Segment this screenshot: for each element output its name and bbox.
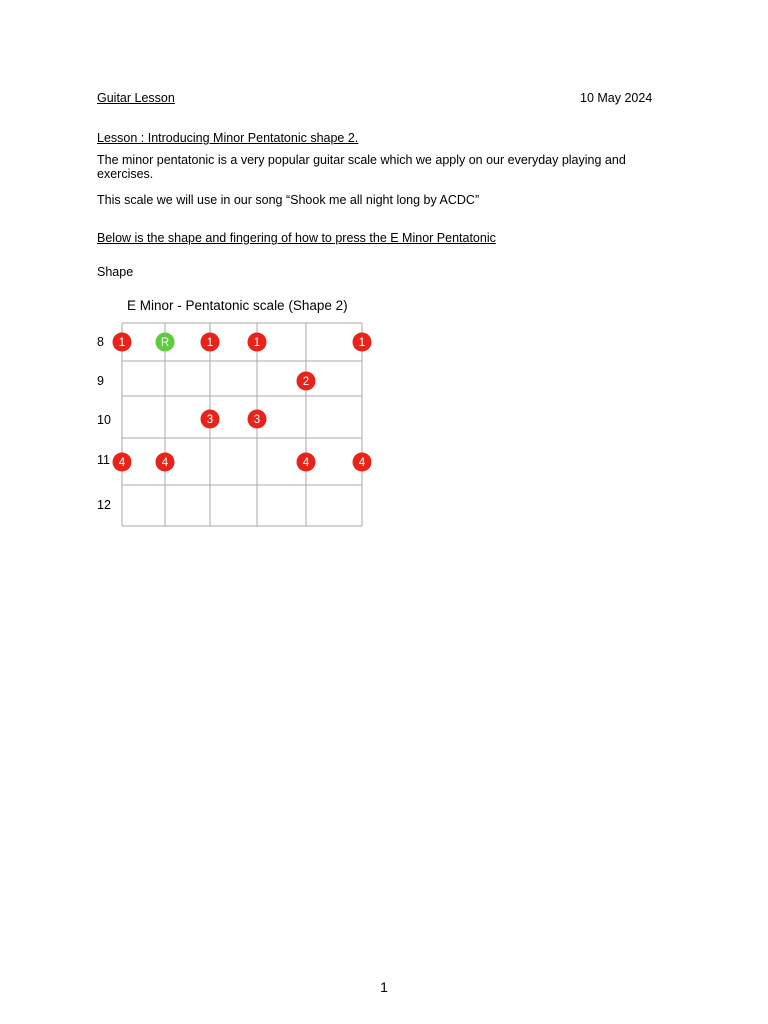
fretboard-grid [122, 323, 362, 526]
note-label: 1 [118, 337, 126, 349]
note-label: 4 [118, 457, 126, 469]
root-note-marker [156, 333, 175, 352]
shape-label: Shape [97, 265, 134, 279]
fret-number-12: 12 [97, 498, 111, 512]
finger-note-marker [201, 410, 220, 429]
note-label: R [160, 337, 170, 349]
fret-number-8: 8 [97, 335, 104, 349]
note-markers [113, 333, 372, 472]
note-label: 3 [206, 414, 214, 426]
finger-note-marker [113, 453, 132, 472]
fret-number-10: 10 [97, 413, 111, 427]
fingering-instruction: Below is the shape and fingering of how to press the E Minor Pentatonic [97, 231, 496, 245]
note-label: 1 [358, 337, 366, 349]
song-reference-paragraph: This scale we will use in our song “Shook me all night long by ACDC” [97, 193, 480, 207]
note-label: 4 [358, 457, 366, 469]
finger-note-marker [353, 453, 372, 472]
finger-note-marker [113, 333, 132, 352]
note-label: 1 [253, 337, 261, 349]
note-label: 4 [161, 457, 169, 469]
finger-note-marker [248, 410, 267, 429]
lesson-intro-paragraph: The minor pentatonic is a very popular guitar scale which we apply on our everyday playing and exercises. [97, 153, 626, 181]
lesson-heading: Lesson : Introducing Minor Pentatonic shape 2. [97, 131, 359, 145]
diagram-title: E Minor - Pentatonic scale (Shape 2) [127, 298, 348, 313]
note-label: 3 [253, 414, 261, 426]
page-number: 1 [380, 979, 388, 995]
document-date: 10 May 2024 [580, 91, 653, 105]
finger-note-marker [297, 372, 316, 391]
finger-note-marker [353, 333, 372, 352]
note-label: 2 [302, 376, 310, 388]
finger-note-marker [248, 333, 267, 352]
note-label: 4 [302, 457, 310, 469]
note-label: 1 [206, 337, 214, 349]
fretboard-diagram [90, 290, 390, 540]
finger-note-marker [297, 453, 316, 472]
document-title: Guitar Lesson [97, 91, 175, 105]
fret-number-labels [97, 335, 111, 512]
fret-number-11: 11 [97, 453, 110, 467]
finger-note-marker [156, 453, 175, 472]
fret-number-9: 9 [97, 374, 104, 388]
finger-note-marker [201, 333, 220, 352]
